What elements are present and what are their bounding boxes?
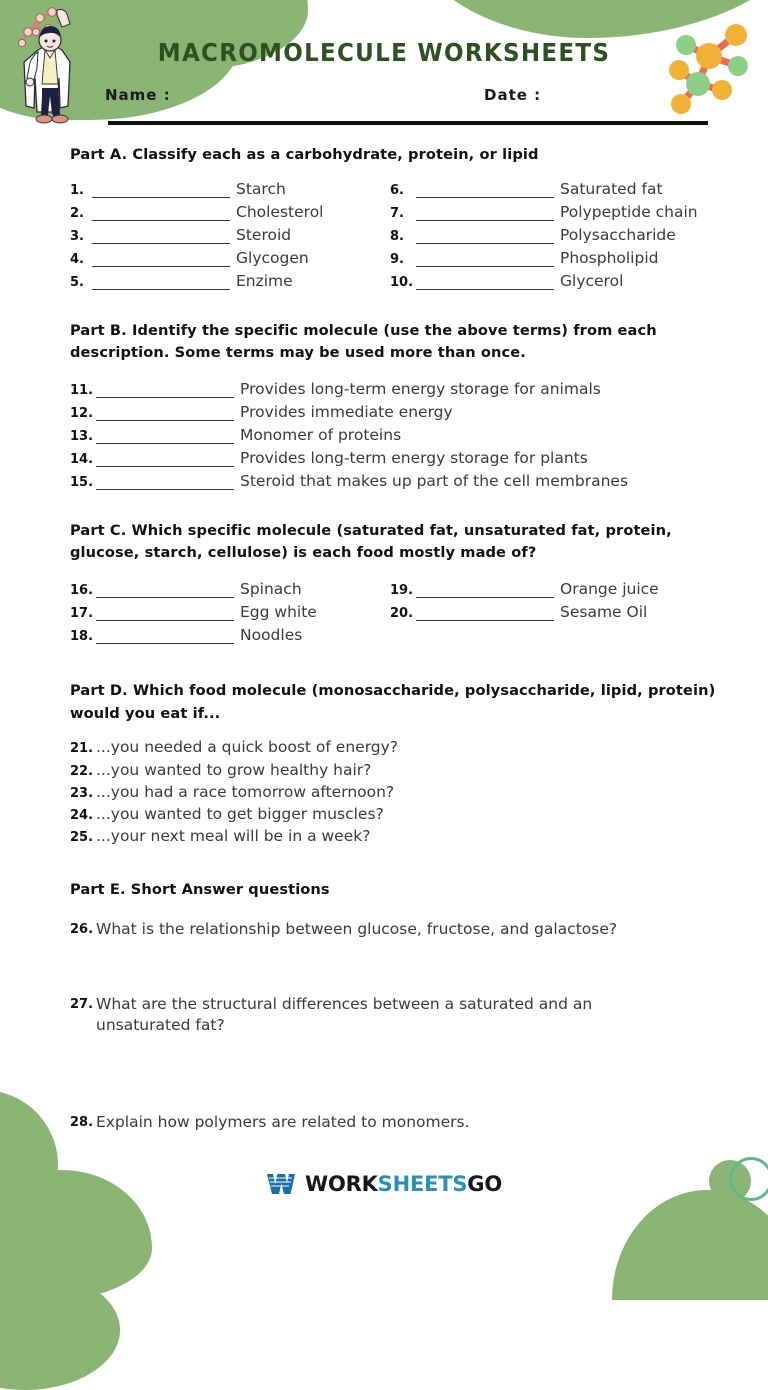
answer-blank[interactable] xyxy=(416,204,554,221)
question-number: 14. xyxy=(70,451,94,467)
question-number: 17. xyxy=(70,606,94,622)
part-b-questions xyxy=(70,381,768,490)
question-number: 9. xyxy=(390,251,404,267)
question-number: 6. xyxy=(390,182,404,198)
part-d-questions xyxy=(70,739,768,844)
part-a-questions xyxy=(70,181,768,290)
question-text: Provides immediate energy xyxy=(240,402,453,421)
question-number: 27. xyxy=(70,997,94,1013)
question-row xyxy=(390,204,730,221)
question-row xyxy=(70,806,768,822)
part-a-heading: Part A. Classify each as a carbohydrate, protein, or lipid xyxy=(70,146,539,163)
answer-blank[interactable] xyxy=(96,450,234,467)
short-answer-row xyxy=(70,919,768,940)
question-number: 15. xyxy=(70,474,94,490)
question-number: 11. xyxy=(70,382,94,398)
short-answer-row xyxy=(70,1112,768,1133)
question-row xyxy=(70,227,390,244)
question-text: Monomer of proteins xyxy=(240,425,402,444)
worksheet-header xyxy=(0,0,768,128)
question-number: 2. xyxy=(70,205,84,221)
answer-blank[interactable] xyxy=(96,427,234,444)
question-number: 24. xyxy=(70,808,94,824)
part-d-heading: Part D. Which food molecule (monosaccharide, polysaccharide, lipid, protein) would you eat if... xyxy=(70,682,716,722)
question-text: Starch xyxy=(236,179,286,198)
part-c-right-column xyxy=(390,581,730,644)
question-row xyxy=(390,250,730,267)
question-row xyxy=(390,581,730,598)
question-row xyxy=(70,450,768,467)
answer-blank[interactable] xyxy=(92,273,230,290)
question-number: 23. xyxy=(70,785,94,801)
question-text: Polysaccharide xyxy=(560,225,676,244)
question-text: Spinach xyxy=(240,580,302,599)
question-text: Sesame Oil xyxy=(560,603,648,622)
answer-blank[interactable] xyxy=(96,627,234,644)
question-row xyxy=(390,181,730,198)
answer-blank[interactable] xyxy=(96,473,234,490)
worksheet-body xyxy=(0,144,768,1133)
question-row xyxy=(70,381,768,398)
question-number: 22. xyxy=(70,763,94,779)
question-number: 19. xyxy=(390,583,414,599)
question-row xyxy=(390,604,730,621)
part-b-heading: Part B. Identify the specific molecule (use the above terms) from each description. Some terms may be used more than once. xyxy=(70,321,657,362)
question-text: What is the relationship between glucose, fructose, and galactose? xyxy=(96,920,618,939)
question-text: Polypeptide chain xyxy=(560,202,698,221)
question-text: Steroid that makes up part of the cell membranes xyxy=(240,471,629,490)
question-text: Orange juice xyxy=(560,580,659,599)
part-c-heading: Part C. Which specific molecule (saturated fat, unsaturated fat, protein, glucose, starch, cellulose) is each food mostly made of? xyxy=(70,521,672,562)
question-number: 10. xyxy=(390,274,414,290)
answer-blank[interactable] xyxy=(96,581,234,598)
answer-blank[interactable] xyxy=(416,181,554,198)
question-row xyxy=(390,227,730,244)
footer-logo[interactable] xyxy=(0,1172,768,1196)
part-a-left-column xyxy=(70,181,390,290)
question-number: 13. xyxy=(70,428,94,444)
answer-blank[interactable] xyxy=(92,250,230,267)
answer-blank[interactable] xyxy=(96,604,234,621)
question-text: Cholesterol xyxy=(236,202,324,221)
question-row xyxy=(70,627,390,644)
question-number: 7. xyxy=(390,205,404,221)
question-text: ...you needed a quick boost of energy? xyxy=(96,738,399,757)
question-row xyxy=(70,784,768,800)
question-text: ...you had a race tomorrow afternoon? xyxy=(96,782,395,801)
header-divider-rule xyxy=(108,121,708,125)
logo-text-go: GO xyxy=(467,1172,502,1196)
date-label: Date : xyxy=(484,86,542,104)
page-title: MACROMOLECULE WORKSHEETS xyxy=(157,38,611,67)
answer-blank[interactable] xyxy=(416,604,554,621)
question-number: 1. xyxy=(70,182,84,198)
question-number: 20. xyxy=(390,606,414,622)
question-row xyxy=(70,273,390,290)
part-e-heading: Part E. Short Answer questions xyxy=(70,880,330,898)
answer-blank[interactable] xyxy=(416,250,554,267)
question-text: What are the structural differences between a saturated and an unsaturated fat? xyxy=(96,995,593,1035)
question-text: Phospholipid xyxy=(560,248,659,267)
question-text: ...you wanted to grow healthy hair? xyxy=(96,760,372,779)
question-row xyxy=(70,181,390,198)
question-text: Steroid xyxy=(236,225,292,244)
answer-blank[interactable] xyxy=(96,381,234,398)
question-number: 3. xyxy=(70,228,84,244)
question-row xyxy=(70,473,768,490)
question-number: 8. xyxy=(390,228,404,244)
question-text: Provides long-term energy storage for animals xyxy=(240,379,601,398)
question-row xyxy=(70,250,390,267)
question-text: Provides long-term energy storage for plants xyxy=(240,448,588,467)
question-text: Egg white xyxy=(240,603,317,622)
question-row xyxy=(70,581,390,598)
logo-text-sheets: SHEETS xyxy=(377,1172,468,1196)
answer-blank[interactable] xyxy=(92,181,230,198)
answer-blank[interactable] xyxy=(416,273,554,290)
question-row xyxy=(70,762,768,778)
question-text: Enzime xyxy=(236,271,293,290)
w-logo-icon xyxy=(266,1172,296,1196)
question-text: ...your next meal will be in a week? xyxy=(96,827,371,846)
question-number: 4. xyxy=(70,251,84,267)
scientist-illustration xyxy=(12,2,90,126)
answer-blank[interactable] xyxy=(416,227,554,244)
question-row xyxy=(70,604,390,621)
part-c-left-column xyxy=(70,581,390,644)
question-row xyxy=(70,404,768,421)
question-text: Explain how polymers are related to monomers. xyxy=(96,1112,470,1131)
decorative-blob-bottom-right xyxy=(612,1190,768,1300)
answer-blank[interactable] xyxy=(96,404,234,421)
question-text: ...you wanted to get bigger muscles? xyxy=(96,805,384,824)
question-row xyxy=(70,828,768,844)
short-answer-row xyxy=(70,994,768,1036)
answer-blank[interactable] xyxy=(92,227,230,244)
question-number: 28. xyxy=(70,1114,94,1130)
question-row xyxy=(70,739,768,755)
question-text: Glycerol xyxy=(560,271,624,290)
name-label: Name : xyxy=(105,86,171,104)
question-row xyxy=(390,273,730,290)
answer-blank[interactable] xyxy=(416,581,554,598)
answer-blank[interactable] xyxy=(92,204,230,221)
question-number: 12. xyxy=(70,405,94,421)
question-number: 5. xyxy=(70,274,84,290)
question-number: 18. xyxy=(70,629,94,645)
question-number: 16. xyxy=(70,583,94,599)
part-c-questions xyxy=(70,581,768,644)
logo-text-work: WORK xyxy=(304,1172,378,1196)
question-text: Glycogen xyxy=(236,248,309,267)
question-row xyxy=(70,204,390,221)
question-number: 21. xyxy=(70,741,94,757)
molecule-illustration xyxy=(652,14,760,120)
question-text: Noodles xyxy=(240,626,303,645)
part-a-right-column xyxy=(390,181,730,290)
question-number: 26. xyxy=(70,922,94,938)
question-text: Saturated fat xyxy=(560,179,663,198)
question-number: 25. xyxy=(70,830,94,846)
question-row xyxy=(70,427,768,444)
